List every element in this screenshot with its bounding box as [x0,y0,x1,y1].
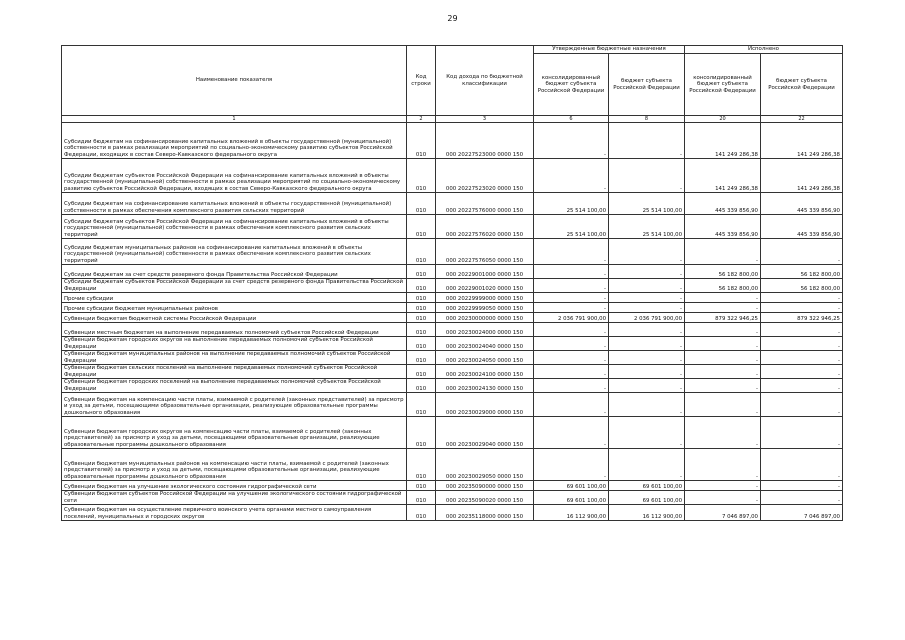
row-approved-subject: - [609,417,685,449]
row-income-code: 000 20229999000 0000 150 [436,293,534,303]
row-executed-subject: - [761,239,843,265]
row-line-code: 010 [407,123,436,159]
row-executed-subject: 7 046 897,00 [761,505,843,521]
row-approved-subject: 25 514 100,00 [609,193,685,215]
table-row [62,491,843,505]
row-income-code: 000 20235118000 0000 150 [436,505,534,521]
table-row [62,279,843,293]
row-line-code: 010 [407,417,436,449]
row-line-code: 010 [407,351,436,365]
row-executed-consolidated: 7 046 897,00 [685,505,761,521]
row-name: Субвенции бюджетам городских поселений на выполнение передаваемых полномочий субъектов Российской Федерации [62,379,407,393]
row-approved-consolidated: - [534,323,609,337]
row-approved-subject: 2 036 791 900,00 [609,313,685,323]
row-income-code: 000 20230029050 0000 150 [436,449,534,481]
row-executed-consolidated: 445 339 856,90 [685,215,761,239]
row-approved-subject: - [609,379,685,393]
table-row [62,159,843,193]
row-income-code: 000 20229001020 0000 150 [436,279,534,293]
row-line-code: 010 [407,449,436,481]
row-executed-subject: - [761,449,843,481]
row-line-code: 010 [407,491,436,505]
row-line-code: 010 [407,379,436,393]
row-approved-consolidated: - [534,393,609,417]
row-approved-subject: - [609,159,685,193]
row-income-code: 000 20230024130 0000 150 [436,379,534,393]
row-executed-consolidated: - [685,351,761,365]
row-executed-consolidated: 56 182 800,00 [685,265,761,279]
header-executed-subject: бюджет субъекта Российской Федерации [761,54,843,116]
row-executed-subject: 879 322 946,25 [761,313,843,323]
header-executed-group: Исполнено [685,46,843,54]
row-executed-consolidated: - [685,379,761,393]
table-row [62,239,843,265]
row-income-code: 000 20229999050 0000 150 [436,303,534,313]
row-approved-consolidated: - [534,337,609,351]
row-name: Субсидии бюджетам за счет средств резервного фонда Правительства Российской Федерации [62,265,407,279]
column-number: 6 [534,116,609,123]
column-number: 20 [685,116,761,123]
row-approved-subject: - [609,351,685,365]
row-approved-consolidated: 69 601 100,00 [534,491,609,505]
row-approved-consolidated: 25 514 100,00 [534,215,609,239]
row-approved-consolidated: 69 601 100,00 [534,481,609,491]
header-executed-consolidated: консолидированный бюджет субъекта Российской Федерации [685,54,761,116]
table-row [62,393,843,417]
table-row [62,265,843,279]
row-executed-consolidated: - [685,303,761,313]
row-line-code: 010 [407,313,436,323]
row-line-code: 010 [407,323,436,337]
table-row [62,313,843,323]
row-approved-subject: - [609,123,685,159]
row-approved-subject: - [609,323,685,337]
row-name: Субвенции бюджетам на улучшение экологического состояния гидрографической сети [62,481,407,491]
column-number: 2 [407,116,436,123]
row-approved-subject: 69 601 100,00 [609,491,685,505]
row-income-code: 000 20227523000 0000 150 [436,123,534,159]
row-executed-subject: - [761,303,843,313]
row-executed-consolidated: - [685,323,761,337]
table-row [62,193,843,215]
row-income-code: 000 20235090000 0000 150 [436,481,534,491]
row-approved-consolidated: - [534,449,609,481]
row-executed-consolidated: 56 182 800,00 [685,279,761,293]
column-number: 1 [62,116,407,123]
row-line-code: 010 [407,215,436,239]
row-income-code: 000 20227576000 0000 150 [436,193,534,215]
row-executed-subject: - [761,337,843,351]
column-number: 3 [436,116,534,123]
row-executed-consolidated: - [685,239,761,265]
row-income-code: 000 20227576020 0000 150 [436,215,534,239]
row-income-code: 000 20229001000 0000 150 [436,265,534,279]
row-approved-consolidated: - [534,365,609,379]
row-approved-consolidated: - [534,351,609,365]
row-executed-subject: - [761,323,843,337]
row-executed-subject: - [761,491,843,505]
row-line-code: 010 [407,159,436,193]
table-row [62,449,843,481]
row-executed-subject: - [761,365,843,379]
row-name: Субвенции местным бюджетам на выполнение передаваемых полномочий субъектов Российской Федерации [62,323,407,337]
row-line-code: 010 [407,481,436,491]
header-approved-consolidated: консолидированный бюджет субъекта Российской Федерации [534,54,609,116]
row-line-code: 010 [407,393,436,417]
row-approved-subject: - [609,337,685,351]
row-executed-subject: 141 249 286,38 [761,123,843,159]
row-approved-subject: 25 514 100,00 [609,215,685,239]
row-executed-consolidated: - [685,449,761,481]
table-row [62,303,843,313]
row-name: Субвенции бюджетам на компенсацию части платы, взимаемой с родителей (законных представителей) за присмотр и уход за детьми, посещающими образовательные организации, реализующие образовательные программы дошкольного образования [62,393,407,417]
row-line-code: 010 [407,505,436,521]
row-executed-subject: - [761,481,843,491]
row-executed-consolidated: 141 249 286,38 [685,159,761,193]
row-name: Субсидии бюджетам субъектов Российской Федерации на софинансирование капитальных вложений в объекты государственной (муниципальной) собственности в рамках обеспечения комплексного развития сельских территорий [62,215,407,239]
row-approved-consolidated: - [534,265,609,279]
table-row [62,215,843,239]
table-row [62,505,843,521]
header-approved-subject: бюджет субъекта Российской Федерации [609,54,685,116]
row-line-code: 010 [407,265,436,279]
budget-execution-table [61,45,843,521]
row-name: Субвенции бюджетам бюджетной системы Российской Федерации [62,313,407,323]
table-row [62,337,843,351]
row-approved-consolidated: - [534,159,609,193]
table-row [62,123,843,159]
row-approved-subject: - [609,393,685,417]
row-approved-subject: 69 601 100,00 [609,481,685,491]
table-row [62,351,843,365]
row-income-code: 000 20230024100 0000 150 [436,365,534,379]
row-executed-subject: 445 339 856,90 [761,193,843,215]
row-name: Прочие субсидии [62,293,407,303]
row-approved-subject: - [609,365,685,379]
table-row [62,417,843,449]
row-approved-consolidated: 16 112 900,00 [534,505,609,521]
table-row [62,293,843,303]
table-row [62,365,843,379]
row-name: Субсидии бюджетам на софинансирование капитальных вложений в объекты государственной (муниципальной) собственности в рамках обеспечения комплексного развития сельских территорий [62,193,407,215]
row-line-code: 010 [407,193,436,215]
row-line-code: 010 [407,239,436,265]
row-approved-subject: - [609,303,685,313]
row-name: Субсидии бюджетам субъектов Российской Федерации на софинансирование капитальных вложений в объекты государственной (муниципальной) собственности в рамках реализации мероприятий по социально-экономическому развитию субъектов Российской Федерации, входящих в состав Северо-Кавказского федерального округа [62,159,407,193]
table-row [62,379,843,393]
row-executed-consolidated: - [685,491,761,505]
row-name: Субвенции бюджетам городских округов на выполнение передаваемых полномочий субъектов Российской Федерации [62,337,407,351]
row-income-code: 000 20235090020 0000 150 [436,491,534,505]
row-executed-consolidated: 445 339 856,90 [685,193,761,215]
row-approved-subject: - [609,239,685,265]
row-approved-consolidated: - [534,279,609,293]
row-executed-consolidated: - [685,393,761,417]
row-name: Субвенции бюджетам на осуществление первичного воинского учета органами местного самоуправления поселений, муниципальных и городских округов [62,505,407,521]
row-executed-consolidated: - [685,293,761,303]
row-line-code: 010 [407,365,436,379]
row-name: Субсидии бюджетам на софинансирование капитальных вложений в объекты государственной (муниципальной) собственности в рамках реализации мероприятий по социально-экономическому развитию субъектов Российской Федерации, входящих в состав Северо-Кавказского федерального округа [62,123,407,159]
row-approved-consolidated: - [534,303,609,313]
row-approved-consolidated: - [534,123,609,159]
row-executed-consolidated: - [685,481,761,491]
row-name: Субсидии бюджетам муниципальных районов на софинансирование капитальных вложений в объекты государственной (муниципальной) собственности в рамках обеспечения комплексного развития сельских территорий [62,239,407,265]
row-executed-consolidated: - [685,417,761,449]
row-income-code: 000 20227523020 0000 150 [436,159,534,193]
header-line-code: Код строки [407,46,436,116]
row-approved-consolidated: - [534,379,609,393]
row-executed-subject: 445 339 856,90 [761,215,843,239]
header-name: Наименование показателя [62,46,407,116]
row-income-code: 000 20227576050 0000 150 [436,239,534,265]
row-executed-subject: - [761,379,843,393]
row-executed-consolidated: - [685,365,761,379]
row-approved-subject: - [609,293,685,303]
header-approved-group: Утвержденные бюджетные назначения [534,46,685,54]
row-name: Субвенции бюджетам городских округов на компенсацию части платы, взимаемой с родителей (законных представителей) за присмотр и уход за детьми, посещающими образовательные организации, реализующие образовательные программы дошкольного образования [62,417,407,449]
row-income-code: 000 20230024000 0000 150 [436,323,534,337]
row-executed-subject: - [761,393,843,417]
page-number: 29 [447,14,458,23]
table-row [62,481,843,491]
row-approved-subject: 16 112 900,00 [609,505,685,521]
row-approved-consolidated: 25 514 100,00 [534,193,609,215]
column-number: 8 [609,116,685,123]
row-approved-consolidated: - [534,293,609,303]
row-approved-consolidated: - [534,239,609,265]
row-income-code: 000 20230024040 0000 150 [436,337,534,351]
column-number: 22 [761,116,843,123]
row-name: Субвенции бюджетам субъектов Российской Федерации на улучшение экологического состояния гидрографической сети [62,491,407,505]
row-approved-subject: - [609,279,685,293]
row-name: Субвенции бюджетам сельских поселений на выполнение передаваемых полномочий субъектов Российской Федерации [62,365,407,379]
row-line-code: 010 [407,293,436,303]
row-executed-subject: 141 249 286,38 [761,159,843,193]
row-approved-consolidated: - [534,417,609,449]
row-name: Субсидии бюджетам субъектов Российской Федерации за счет средств резервного фонда Правительства Российской Федерации [62,279,407,293]
row-income-code: 000 20230029040 0000 150 [436,417,534,449]
row-approved-consolidated: 2 036 791 900,00 [534,313,609,323]
row-name: Субвенции бюджетам муниципальных районов на компенсацию части платы, взимаемой с родителей (законных представителей) за присмотр и уход за детьми, посещающими образовательные организации, реализующие образовательные программы дошкольного образования [62,449,407,481]
row-executed-consolidated: 141 249 286,38 [685,123,761,159]
row-executed-subject: - [761,293,843,303]
row-line-code: 010 [407,337,436,351]
row-executed-consolidated: - [685,337,761,351]
row-income-code: 000 20230029000 0000 150 [436,393,534,417]
row-name: Прочие субсидии бюджетам муниципальных районов [62,303,407,313]
table-row [62,323,843,337]
row-executed-subject: 56 182 800,00 [761,279,843,293]
row-executed-subject: - [761,417,843,449]
row-executed-consolidated: 879 322 946,25 [685,313,761,323]
row-income-code: 000 20230000000 0000 150 [436,313,534,323]
row-executed-subject: - [761,351,843,365]
row-income-code: 000 20230024050 0000 150 [436,351,534,365]
row-name: Субвенции бюджетам муниципальных районов на выполнение передаваемых полномочий субъектов Российской Федерации [62,351,407,365]
row-executed-subject: 56 182 800,00 [761,265,843,279]
row-line-code: 010 [407,303,436,313]
row-line-code: 010 [407,279,436,293]
row-approved-subject: - [609,265,685,279]
row-approved-subject: - [609,449,685,481]
header-income-code: Код дохода по бюджетной классификации [436,46,534,116]
